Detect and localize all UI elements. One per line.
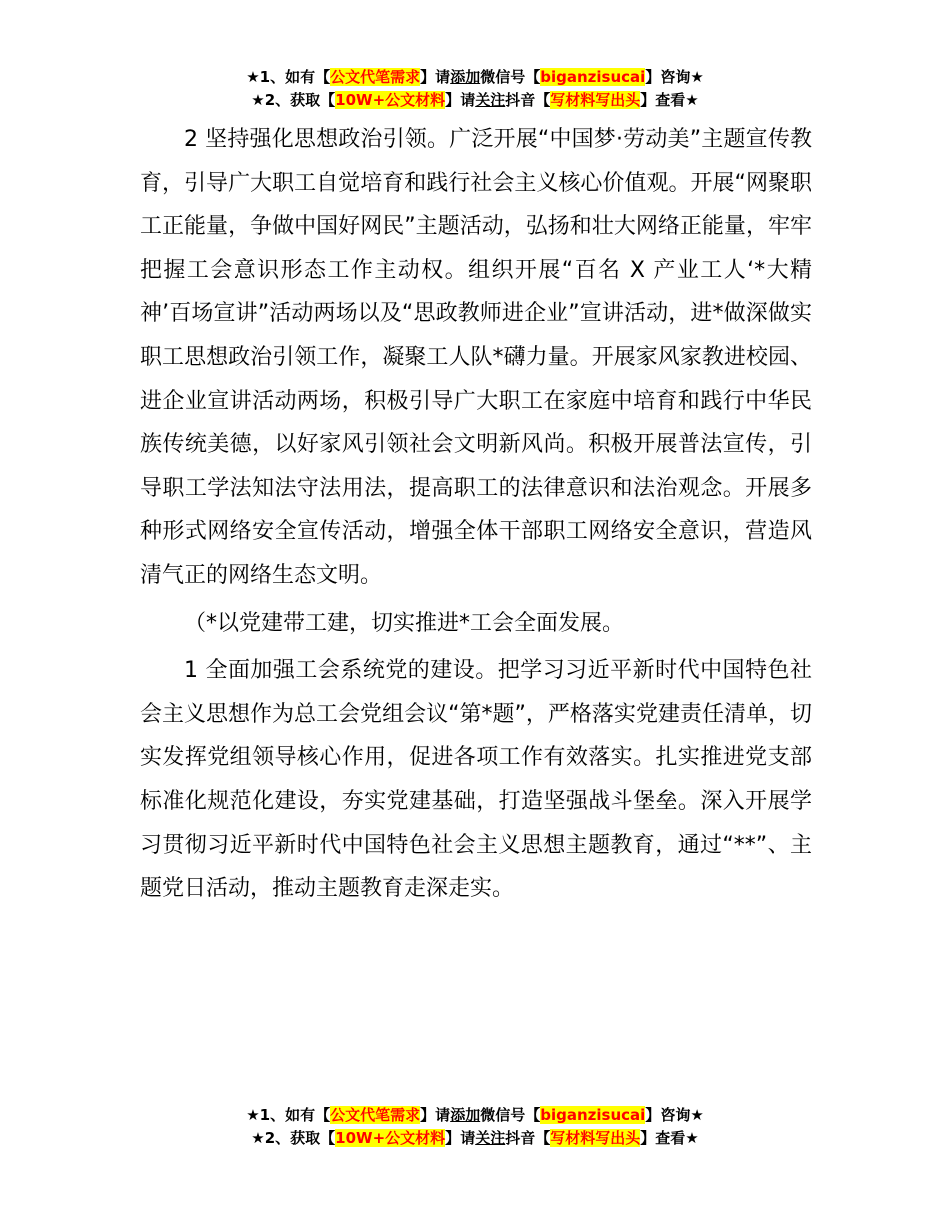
bracket: 【 <box>315 1106 331 1124</box>
banner-text: 咨询★ <box>660 1106 704 1124</box>
highlight-service: 公文代笔需求 <box>330 68 421 86</box>
bracket: 【 <box>525 1106 541 1124</box>
banner-text: 请 <box>460 91 476 109</box>
banner-line-2 <box>0 89 950 112</box>
banner-text: ★1、如有 <box>246 1106 316 1124</box>
highlight-materials: 10W+公文材料 <box>335 91 446 109</box>
bracket: 【 <box>535 1129 551 1147</box>
footer-banner <box>0 1104 950 1150</box>
paragraph-party-construction: 1 全面加强工会系统党的建设。把学习习近平新时代中国特色社会主义思想作为总工会党组会议“第*题”，严格落实党建责任清单，切实发挥党组领导核心作用，促进各项工作有效落实。扎实推进党支部标准化规范化建设，夯实党建基础，打造坚强战斗堡垒。深入开展学习贯彻习近平新时代中国特色社会主义思想主题教育，通过“**”、主题党日活动，推动主题教育走深走实。 <box>140 658 812 902</box>
highlight-service: 公文代笔需求 <box>330 1106 421 1124</box>
bracket: 】 <box>445 1129 461 1147</box>
banner-text: 咨询★ <box>660 68 704 86</box>
paragraph-ideological-guidance: 2 坚持强化思想政治引领。广泛开展“中国梦·劳动美”主题宣传教育，引导广大职工自觉培育和践行社会主义核心价值观。开展“网聚职工正能量，争做中国好网民”主题活动，弘扬和壮大网络正能量，牢牢把握工会意识形态工作主动权。组织开展“百名 X 产业工人‘*大精神’百场宣讲”活动两场以及“思政教师进企业”宣讲活动，进*做深做实职工思想政治引领工作，凝聚工人队*礴力量。开展家风家教进校园、进企业宣讲活动两场，积极引导广大职工在家庭中培育和践行中华民族传统美德，以好家风引领社会文明新风尚。积极开展普法宣传，引导职工学法知法守法用法，提高职工的法律意识和法治观念。开展多种形式网络安全宣传活动，增强全体干部职工网络安全意识，营造风清气正的网络生态文明。 <box>140 127 812 588</box>
bracket: 【 <box>525 68 541 86</box>
banner-text: 微信号 <box>480 68 526 86</box>
banner-text: 请 <box>435 68 451 86</box>
bracket: 【 <box>320 1129 336 1147</box>
highlight-wechat-id: biganzisucai <box>540 68 646 86</box>
banner-text: 查看★ <box>655 91 699 109</box>
banner-text: 抖音 <box>505 1129 536 1147</box>
bracket: 】 <box>445 91 461 109</box>
banner-underlined-text: 关注 <box>475 91 506 109</box>
banner-text: 抖音 <box>505 91 536 109</box>
bracket: 【 <box>315 68 331 86</box>
banner-text: 请 <box>460 1129 476 1147</box>
highlight-douyin-account: 写材料写出头 <box>550 91 641 109</box>
banner-underlined-text: 添加 <box>450 68 481 86</box>
bracket: 】 <box>420 68 436 86</box>
bracket: 】 <box>645 68 661 86</box>
bracket: 】 <box>640 1129 656 1147</box>
banner-line-2 <box>0 1127 950 1150</box>
document-body <box>140 118 812 911</box>
banner-text: 微信号 <box>480 1106 526 1124</box>
header-banner <box>0 66 950 112</box>
banner-text: 查看★ <box>655 1129 699 1147</box>
banner-underlined-text: 添加 <box>450 1106 481 1124</box>
banner-text: 请 <box>435 1106 451 1124</box>
banner-line-1 <box>0 1104 950 1127</box>
banner-line-1 <box>0 66 950 89</box>
bracket: 【 <box>535 91 551 109</box>
banner-text: ★1、如有 <box>246 68 316 86</box>
banner-text: ★2、获取 <box>251 91 321 109</box>
highlight-wechat-id: biganzisucai <box>540 1106 646 1124</box>
bracket: 】 <box>420 1106 436 1124</box>
section-heading-party-building: （*以党建带工建，切实推进*工会全面发展。 <box>184 610 625 636</box>
banner-text: ★2、获取 <box>251 1129 321 1147</box>
bracket: 】 <box>645 1106 661 1124</box>
highlight-materials: 10W+公文材料 <box>335 1129 446 1147</box>
bracket: 【 <box>320 91 336 109</box>
bracket: 】 <box>640 91 656 109</box>
banner-underlined-text: 关注 <box>475 1129 506 1147</box>
highlight-douyin-account: 写材料写出头 <box>550 1129 641 1147</box>
